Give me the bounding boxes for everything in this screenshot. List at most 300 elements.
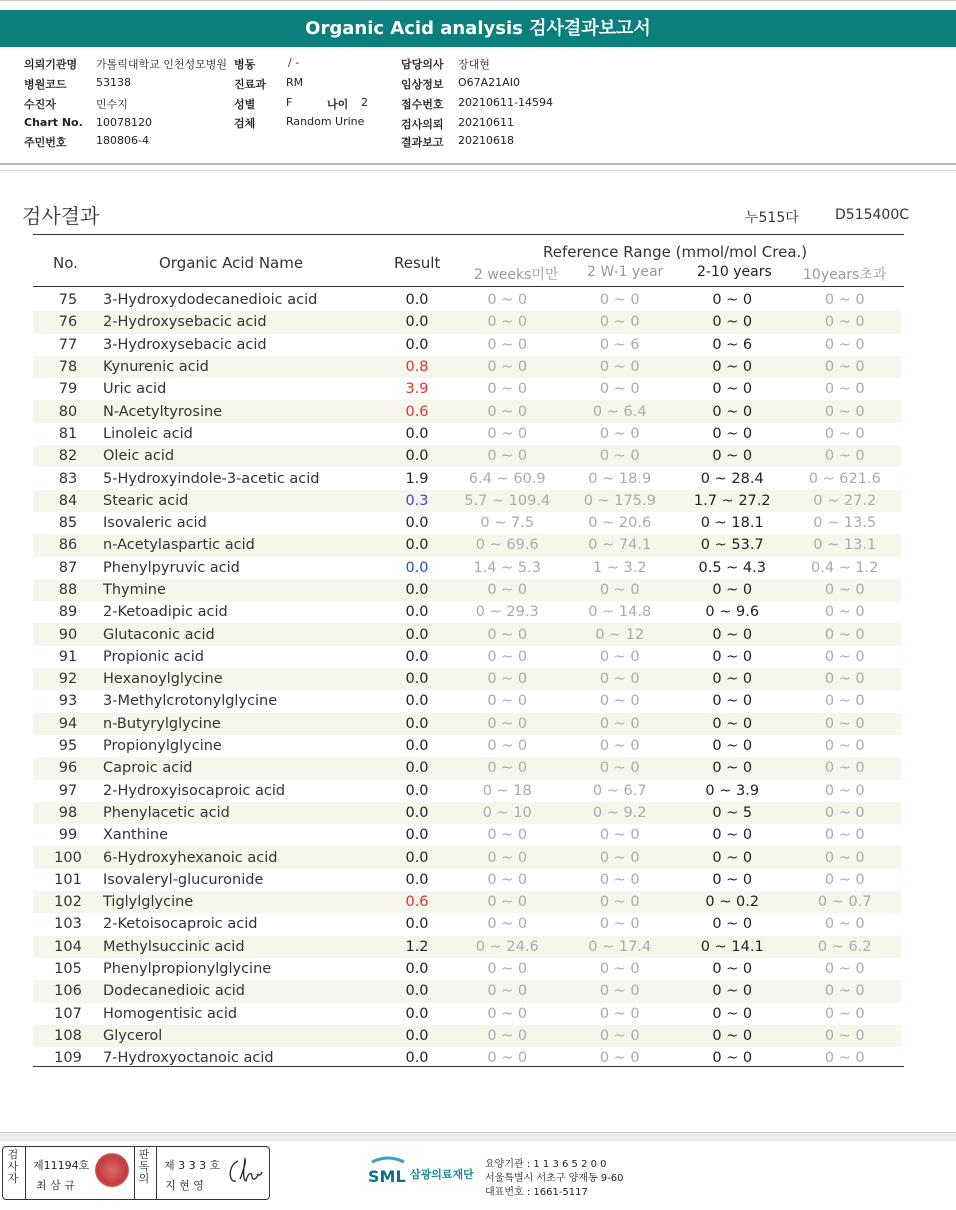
- result-value: 0.0: [405, 336, 429, 353]
- doctor-label: 담당의사: [401, 58, 444, 71]
- acid-name: Hexanoylglycine: [103, 668, 383, 690]
- acid-name: Tiglylglycine: [103, 891, 383, 913]
- ref-range-2-weeks: 0 ~ 0: [451, 846, 564, 868]
- ref-range-2-10y: 0 ~ 0: [712, 381, 753, 398]
- ref-range-2w-1y: 0 ~ 12: [564, 623, 677, 645]
- ref-range-2w-1y: 0 ~ 6: [599, 336, 640, 353]
- ref-range-10y: 0.4 ~ 1.2: [811, 559, 879, 576]
- acid-name: Glutaconic acid: [103, 623, 383, 645]
- ref-range-10y: 0 ~ 0: [824, 827, 865, 844]
- column-header-ref-10y: 10years초과: [803, 267, 887, 283]
- ref-range-2w-1y: 0 ~ 0: [599, 827, 640, 844]
- table-row: [33, 824, 901, 846]
- ref-range-2w-1y: 0 ~ 0: [599, 648, 640, 665]
- row-number: 89: [58, 604, 78, 621]
- doctor-value: 장대현: [458, 58, 490, 71]
- ref-range-2-weeks: 0 ~ 24.6: [451, 936, 564, 958]
- ref-range-2-10y: 1.7 ~ 27.2: [676, 490, 789, 512]
- ref-range-2-10y: 0 ~ 9.6: [705, 604, 760, 621]
- patient-label: 수진자: [24, 98, 56, 111]
- acid-name: 2-Hydroxysebacic acid: [103, 311, 383, 333]
- patient-value: 민수지: [96, 98, 128, 111]
- table-row: [33, 690, 901, 712]
- ref-range-2w-1y: 0 ~ 14.8: [588, 604, 652, 621]
- ref-range-2-10y: 0 ~ 0: [712, 425, 753, 442]
- result-value: 0.0: [383, 802, 451, 824]
- ref-range-2w-1y: 0 ~ 0: [599, 961, 640, 978]
- ref-range-2-10y: 0 ~ 0: [712, 1005, 753, 1022]
- result-value: 0.3: [383, 490, 451, 512]
- specimen-value: Random Urine: [286, 115, 365, 128]
- ref-range-10y: 0 ~ 0: [824, 693, 865, 710]
- ref-range-10y: 0 ~ 0: [789, 579, 902, 601]
- ref-range-2w-1y: 0 ~ 17.4: [564, 936, 677, 958]
- ref-range-2-weeks: 0 ~ 0: [487, 1050, 528, 1067]
- acid-name: 3-Hydroxysebacic acid: [103, 336, 267, 353]
- row-number: 109: [54, 1050, 82, 1067]
- ref-range-2-10y: 0 ~ 0: [712, 827, 753, 844]
- ref-range-2-weeks: 0 ~ 0: [451, 1025, 564, 1047]
- ref-range-2w-1y: 0 ~ 0: [599, 916, 640, 933]
- ref-range-2-weeks: 0 ~ 0: [487, 381, 528, 398]
- ref-range-10y: 0 ~ 0: [789, 623, 902, 645]
- row-number: 78: [33, 356, 103, 378]
- result-value: 0.0: [383, 1025, 451, 1047]
- row-number: 107: [54, 1005, 82, 1022]
- row-number: 81: [58, 425, 78, 442]
- table-row: [33, 579, 901, 601]
- table-row: [33, 423, 901, 445]
- ref-range-10y: 0 ~ 0: [789, 311, 902, 333]
- table-row: [33, 869, 901, 891]
- row-number: 83: [58, 470, 78, 487]
- row-number: 95: [58, 738, 78, 755]
- result-value: 0.0: [405, 738, 429, 755]
- ref-range-2-10y: 0 ~ 0: [676, 757, 789, 779]
- result-value: 0.6: [383, 891, 451, 913]
- department-value: RM: [286, 76, 304, 89]
- column-header-no: No.: [53, 254, 78, 272]
- report-date-value: 20210618: [458, 134, 514, 147]
- ref-range-10y: 0 ~ 0: [824, 1005, 865, 1022]
- acid-name: Isovaleryl-glucuronide: [103, 871, 264, 888]
- result-value: 1.2: [383, 936, 451, 958]
- ref-range-2-10y: 0 ~ 0: [676, 356, 789, 378]
- ref-range-2w-1y: 0 ~ 6.7: [592, 782, 647, 799]
- row-number: 97: [58, 782, 78, 799]
- ref-range-2-10y: 0 ~ 0: [712, 871, 753, 888]
- signature-divider: [134, 1147, 135, 1199]
- acid-name: Caproic acid: [103, 757, 383, 779]
- table-top-rule: [33, 234, 904, 235]
- table-row: [33, 623, 901, 645]
- ref-range-2-weeks: 0 ~ 0: [487, 425, 528, 442]
- result-value: 0.8: [383, 356, 451, 378]
- result-value: 0.0: [405, 961, 429, 978]
- column-header-ref-2-weeks: 2 weeks미만: [474, 267, 559, 283]
- result-value: 0.6: [383, 400, 451, 422]
- result-value: 0.0: [405, 916, 429, 933]
- ref-range-2w-1y: 0 ~ 0: [564, 445, 677, 467]
- ward-value: / -: [288, 56, 300, 69]
- ref-range-2-weeks: 0 ~ 0: [487, 827, 528, 844]
- reviewer-signature: [226, 1155, 264, 1189]
- acid-name: 2-Ketoadipic acid: [103, 604, 228, 621]
- acid-name: Propionic acid: [103, 648, 204, 665]
- ref-range-2-10y: 0 ~ 0: [712, 693, 753, 710]
- ref-range-2-10y: 0 ~ 28.4: [700, 470, 764, 487]
- table-row: [33, 1025, 901, 1047]
- ref-range-2-10y: 0 ~ 6: [712, 336, 753, 353]
- table-row: [33, 490, 901, 512]
- acid-name: 6-Hydroxyhexanoic acid: [103, 846, 383, 868]
- column-header-name: Organic Acid Name: [159, 254, 304, 272]
- ref-range-2w-1y: 0 ~ 0: [564, 356, 677, 378]
- table-row: [33, 1003, 901, 1025]
- table-row: [33, 891, 901, 913]
- result-value: 0.0: [405, 1050, 429, 1067]
- ref-range-2-weeks: 0 ~ 29.3: [475, 604, 539, 621]
- result-value: 0.0: [405, 515, 429, 532]
- sml-logo-icon: [368, 1154, 408, 1188]
- ref-range-2-10y: 0 ~ 0: [676, 668, 789, 690]
- ref-range-10y: 0 ~ 0: [824, 1050, 865, 1067]
- ref-range-2-weeks: 0 ~ 0: [451, 623, 564, 645]
- ref-range-2-10y: 0 ~ 0: [712, 916, 753, 933]
- ref-range-2w-1y: 0 ~ 0: [599, 381, 640, 398]
- row-number: 99: [58, 827, 78, 844]
- ref-range-10y: 0 ~ 0: [824, 381, 865, 398]
- ref-range-2-weeks: 0 ~ 0: [451, 579, 564, 601]
- result-value: 0.0: [405, 693, 429, 710]
- column-header-ref-2-10y: 2-10 years: [697, 264, 772, 280]
- result-value: 0.0: [383, 534, 451, 556]
- ref-range-2-weeks: 0 ~ 0: [487, 1005, 528, 1022]
- acid-name: 2-Ketoisocaproic acid: [103, 916, 258, 933]
- ref-range-2w-1y: 0 ~ 6.4: [564, 400, 677, 422]
- acid-name: Stearic acid: [103, 490, 383, 512]
- table-row: [33, 334, 901, 356]
- column-header-ref-2w-1y: 2 W-1 year: [587, 264, 664, 280]
- row-number: 76: [33, 311, 103, 333]
- table-row: [33, 512, 901, 534]
- ref-range-2-weeks: 0 ~ 18: [482, 782, 532, 799]
- ref-range-2-10y: 0 ~ 0: [676, 311, 789, 333]
- result-value: 0.0: [383, 980, 451, 1002]
- ref-range-10y: 0 ~ 0: [789, 713, 902, 735]
- chart-label: Chart No.: [24, 116, 83, 129]
- row-number: 86: [33, 534, 103, 556]
- row-number: 84: [33, 490, 103, 512]
- ref-range-10y: 0 ~ 13.1: [789, 534, 902, 556]
- ref-range-2-10y: 0 ~ 0: [712, 1050, 753, 1067]
- examiner-seal: [95, 1153, 129, 1187]
- ref-range-10y: 0 ~ 0: [824, 916, 865, 933]
- ref-range-10y: 0 ~ 0: [789, 846, 902, 868]
- sex-value: F: [286, 96, 293, 109]
- ward-label: 병동: [234, 58, 256, 71]
- ref-range-2w-1y: 0 ~ 9.2: [564, 802, 677, 824]
- ref-range-2-weeks: 0 ~ 0: [487, 292, 528, 309]
- result-value: 0.0: [405, 827, 429, 844]
- hospital-code-label: 병원코드: [24, 78, 67, 91]
- acid-name: 3-Hydroxydodecanedioic acid: [103, 292, 318, 309]
- reviewer-license: 제 3 3 3 호: [164, 1159, 221, 1172]
- results-table-body: [33, 289, 901, 1069]
- ref-range-2-10y: 0 ~ 0: [712, 648, 753, 665]
- row-number: 93: [58, 693, 78, 710]
- ref-range-10y: 0 ~ 0.7: [789, 891, 902, 913]
- table-row: [33, 668, 901, 690]
- ref-range-2w-1y: 0 ~ 0: [599, 1005, 640, 1022]
- table-row: [33, 467, 901, 489]
- ref-range-2w-1y: 0 ~ 20.6: [588, 515, 652, 532]
- test-code-korean: 누515다: [745, 210, 799, 226]
- ref-range-2-weeks: 0 ~ 0: [451, 891, 564, 913]
- id-label: 주민번호: [24, 136, 67, 149]
- row-number: 75: [58, 292, 78, 309]
- row-number: 90: [33, 623, 103, 645]
- ref-range-2-weeks: 0 ~ 0: [487, 961, 528, 978]
- column-header-result: Result: [394, 254, 441, 272]
- row-number: 104: [33, 936, 103, 958]
- ref-range-2-10y: 0.5 ~ 4.3: [698, 559, 766, 576]
- acid-name: 5-Hydroxyindole-3-acetic acid: [103, 470, 320, 487]
- ref-range-10y: 0 ~ 6.2: [789, 936, 902, 958]
- result-value: 0.0: [405, 871, 429, 888]
- ref-range-2-10y: 0 ~ 0: [712, 292, 753, 309]
- row-number: 96: [33, 757, 103, 779]
- result-value: 0.0: [383, 668, 451, 690]
- receipt-value: 20210611-14594: [458, 96, 553, 109]
- ref-range-2-weeks: 0 ~ 0: [451, 757, 564, 779]
- row-number: 79: [58, 381, 78, 398]
- ref-range-10y: 0 ~ 13.5: [813, 515, 877, 532]
- ref-range-2-10y: 0 ~ 3.9: [705, 782, 760, 799]
- test-code: D515400C: [835, 207, 909, 223]
- ref-range-10y: 0 ~ 0: [789, 445, 902, 467]
- institution-value: 가톨릭대학교 인천성모병원: [96, 58, 228, 71]
- report-title: Organic Acid analysis 검사결과보고서: [0, 10, 956, 47]
- row-number: 105: [54, 961, 82, 978]
- result-value: 0.0: [405, 425, 429, 442]
- row-number: 106: [33, 980, 103, 1002]
- examiner-name: 최 삼 규: [36, 1179, 75, 1192]
- ref-range-2w-1y: 0 ~ 74.1: [564, 534, 677, 556]
- acid-name: 7-Hydroxyoctanoic acid: [103, 1050, 274, 1067]
- ref-range-2-weeks: 0 ~ 10: [451, 802, 564, 824]
- table-row: [33, 534, 901, 556]
- ref-range-2w-1y: 0 ~ 0: [564, 311, 677, 333]
- result-value: 0.0: [383, 846, 451, 868]
- ref-range-2w-1y: 0 ~ 0: [599, 738, 640, 755]
- table-row: [33, 646, 901, 668]
- row-number: 88: [33, 579, 103, 601]
- ref-range-2w-1y: 0 ~ 0: [564, 579, 677, 601]
- signature-divider: [25, 1147, 26, 1199]
- ref-range-2-weeks: 0 ~ 7.5: [480, 515, 535, 532]
- footer-divider: [0, 1132, 956, 1141]
- table-row: [33, 735, 901, 757]
- acid-name: n-Acetylaspartic acid: [103, 534, 383, 556]
- ref-range-2w-1y: 0 ~ 0: [599, 871, 640, 888]
- result-value: 0.0: [405, 604, 429, 621]
- ref-range-2w-1y: 0 ~ 0: [599, 1050, 640, 1067]
- result-value: 0.0: [405, 648, 429, 665]
- examiner-license: 제11194호: [33, 1159, 90, 1172]
- ref-range-2w-1y: 0 ~ 0: [564, 1025, 677, 1047]
- ref-range-2w-1y: 0 ~ 0: [564, 980, 677, 1002]
- request-label: 검사의뢰: [401, 118, 444, 131]
- ref-range-10y: 0 ~ 27.2: [789, 490, 902, 512]
- request-value: 20210611: [458, 116, 514, 129]
- ref-range-2w-1y: 0 ~ 0: [564, 668, 677, 690]
- ref-range-10y: 0 ~ 0: [789, 802, 902, 824]
- row-number: 87: [58, 559, 78, 576]
- acid-name: Glycerol: [103, 1025, 383, 1047]
- table-header-rule: [33, 286, 904, 287]
- table-row: [33, 311, 901, 333]
- ref-range-10y: 0 ~ 0: [824, 292, 865, 309]
- ref-range-2-weeks: 0 ~ 0: [451, 713, 564, 735]
- header-divider-thin: [0, 170, 956, 171]
- ref-range-10y: 0 ~ 0: [824, 782, 865, 799]
- table-row: [33, 936, 901, 958]
- institution-label: 의뢰기관명: [24, 58, 78, 71]
- table-row: [33, 400, 901, 422]
- table-row: [33, 757, 901, 779]
- table-row: [33, 802, 901, 824]
- table-row: [33, 780, 901, 802]
- ref-range-10y: 0 ~ 0: [789, 668, 902, 690]
- table-row: [33, 980, 901, 1002]
- ref-range-10y: 0 ~ 0: [789, 356, 902, 378]
- ref-range-2-weeks: 0 ~ 0: [451, 445, 564, 467]
- acid-name: Methylsuccinic acid: [103, 936, 383, 958]
- reviewer-name: 지 현 영: [165, 1179, 204, 1192]
- ref-range-10y: 0 ~ 0: [824, 738, 865, 755]
- ref-range-10y: 0 ~ 0: [824, 961, 865, 978]
- ref-range-2w-1y: 0 ~ 0: [564, 891, 677, 913]
- row-number: 91: [58, 648, 78, 665]
- result-value: 0.0: [383, 311, 451, 333]
- row-number: 92: [33, 668, 103, 690]
- ref-range-10y: 0 ~ 0: [824, 336, 865, 353]
- table-row: [33, 913, 901, 935]
- row-number: 102: [33, 891, 103, 913]
- column-header-reference-range: Reference Range (mmol/mol Crea.): [543, 243, 808, 261]
- row-number: 98: [33, 802, 103, 824]
- signature-divider: [156, 1147, 157, 1199]
- result-value: 0.0: [405, 292, 429, 309]
- hospital-code-value: 53138: [96, 76, 131, 89]
- ref-range-2w-1y: 0 ~ 18.9: [588, 470, 652, 487]
- table-bottom-rule: [33, 1066, 904, 1067]
- ref-range-10y: 0 ~ 621.6: [808, 470, 881, 487]
- department-label: 진료과: [234, 78, 266, 91]
- result-value: 0.0: [383, 579, 451, 601]
- receipt-label: 접수번호: [401, 98, 444, 111]
- ref-range-2-weeks: 0 ~ 0: [487, 336, 528, 353]
- ref-range-2-10y: 0 ~ 0: [676, 400, 789, 422]
- report-date-label: 결과보고: [401, 136, 444, 149]
- ref-range-2-10y: 0 ~ 0: [676, 445, 789, 467]
- ref-range-2w-1y: 0 ~ 175.9: [564, 490, 677, 512]
- ref-range-2-10y: 0 ~ 0: [676, 1025, 789, 1047]
- acid-name: Linoleic acid: [103, 425, 193, 442]
- row-number: 85: [58, 515, 78, 532]
- row-number: 80: [33, 400, 103, 422]
- age-value: 2: [361, 96, 368, 109]
- ref-range-2-weeks: 0 ~ 0: [451, 668, 564, 690]
- result-value: 3.9: [405, 381, 429, 398]
- ref-range-2-10y: 0 ~ 0: [676, 579, 789, 601]
- row-number: 103: [54, 916, 82, 933]
- ref-range-2w-1y: 0 ~ 0: [599, 292, 640, 309]
- ref-range-10y: 0 ~ 0: [824, 648, 865, 665]
- ref-range-2w-1y: 0 ~ 0: [564, 713, 677, 735]
- ref-range-2-10y: 0 ~ 53.7: [676, 534, 789, 556]
- table-row: [33, 445, 901, 467]
- section-title: 검사결과: [22, 204, 100, 228]
- logo-wordmark: SML: [368, 1167, 406, 1186]
- ref-range-2-weeks: 0 ~ 0: [451, 400, 564, 422]
- organization-phone: 대표번호 : 1661-5117: [485, 1187, 588, 1198]
- acid-name: Propionylglycine: [103, 738, 222, 755]
- row-number: 77: [58, 336, 78, 353]
- ref-range-2-weeks: 6.4 ~ 60.9: [468, 470, 546, 487]
- organization-address: 서울특별시 서초구 양재동 9-60: [485, 1173, 624, 1184]
- id-value: 180806-4: [96, 134, 149, 147]
- ref-range-2-10y: 0 ~ 14.1: [676, 936, 789, 958]
- ref-range-2-10y: 0 ~ 18.1: [700, 515, 764, 532]
- organization-name: 삼광의료재단: [410, 1168, 474, 1181]
- row-number: 82: [33, 445, 103, 467]
- nursing-institution-code: 요양기관 : 1 1 3 6 5 2 0 0: [485, 1159, 607, 1170]
- ref-range-10y: 0 ~ 0: [824, 604, 865, 621]
- ref-range-2-10y: 0 ~ 0: [676, 623, 789, 645]
- ref-range-2w-1y: 0 ~ 0: [564, 757, 677, 779]
- signature-box: [2, 1146, 270, 1200]
- ref-range-10y: 0 ~ 0: [789, 1025, 902, 1047]
- ref-range-2-10y: 0 ~ 0: [676, 713, 789, 735]
- row-number: 108: [33, 1025, 103, 1047]
- result-value: 0.0: [383, 713, 451, 735]
- ref-range-2w-1y: 1 ~ 3.2: [592, 559, 647, 576]
- result-value: 0.0: [405, 1005, 429, 1022]
- ref-range-10y: 0 ~ 0: [789, 400, 902, 422]
- ref-range-2-weeks: 0 ~ 0: [451, 311, 564, 333]
- result-value: 0.0: [383, 757, 451, 779]
- table-row: [33, 846, 901, 868]
- acid-name: n-Butyrylglycine: [103, 713, 383, 735]
- ref-range-2-10y: 0 ~ 0: [712, 738, 753, 755]
- acid-name: N-Acetyltyrosine: [103, 400, 383, 422]
- row-number: 101: [54, 871, 82, 888]
- acid-name: Phenylacetic acid: [103, 802, 383, 824]
- row-number: 100: [33, 846, 103, 868]
- acid-name: Uric acid: [103, 381, 167, 398]
- ref-range-2-10y: 0 ~ 0.2: [676, 891, 789, 913]
- ref-range-10y: 0 ~ 0: [824, 425, 865, 442]
- ref-range-2-10y: 0 ~ 0: [676, 980, 789, 1002]
- ref-range-2-weeks: 0 ~ 0: [487, 916, 528, 933]
- header-divider: [0, 163, 956, 165]
- ref-range-2-weeks: 0 ~ 0: [487, 648, 528, 665]
- row-number: 94: [33, 713, 103, 735]
- ref-range-10y: 0 ~ 0: [789, 980, 902, 1002]
- acid-name: Oleic acid: [103, 445, 383, 467]
